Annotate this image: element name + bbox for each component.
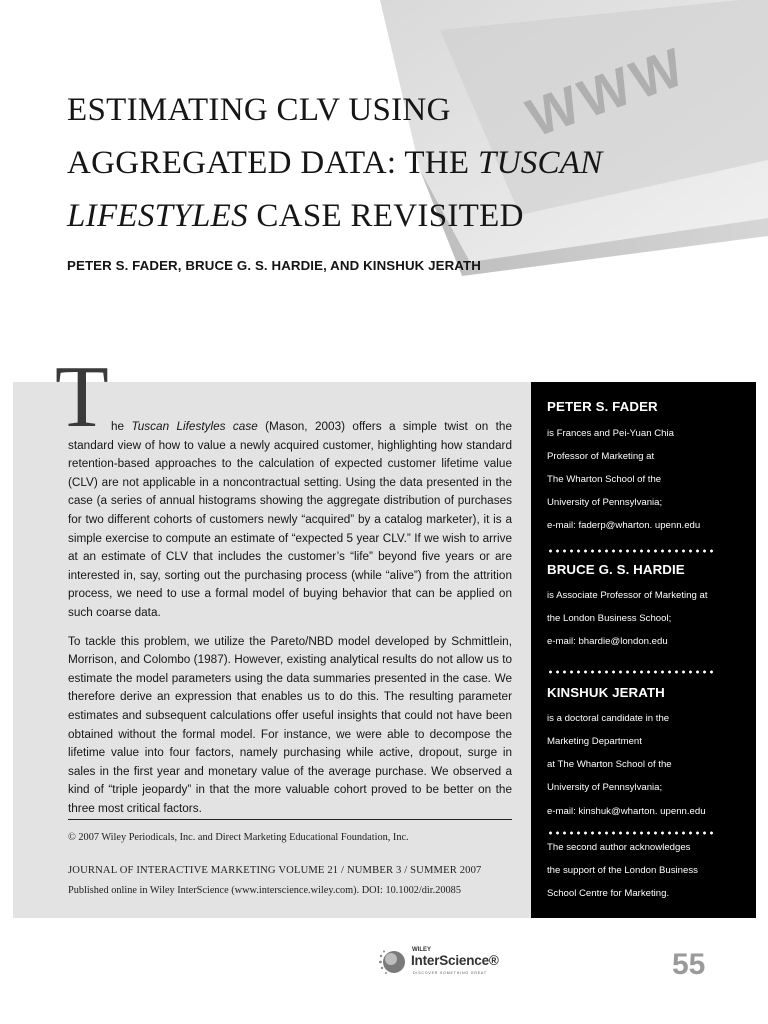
abstract-p1-start: he <box>111 420 132 433</box>
abstract-paragraph-2: To tackle this problem, we utilize the Pareto/NBD model developed by Schmittlein, Morrison, and Colombo (1987). However, existing analytical results do not allow us to estimate the model parameters using the data summaries presented in the case. We therefore derive an expression that enables us to do this. The resulting parameter estimates and subsequent calculations offer useful insights that could not have been obtained without the formal model. For instance, we were able to decompose the lifetime value into four factors, namely purchasing while active, dropout, surge in sales in the first year and monetary value of the average purchase. We observed a kind of “triple jeopardy” in that the more valuable cohort proved to be better on the three most critical factors. <box>68 634 512 815</box>
interscience-logo <box>378 944 518 980</box>
bio-line: is Associate Professor of Marketing at <box>547 590 708 601</box>
copyright-notice: © 2007 Wiley Periodicals, Inc. and Direct Marketing Educational Foundation, Inc. <box>68 832 409 843</box>
bio-line: Marketing Department <box>547 736 642 747</box>
title-line-3-italic: LIFESTYLES <box>67 198 248 234</box>
journal-citation: JOURNAL OF INTERACTIVE MARKETING VOLUME 21 / NUMBER 3 / SUMMER 2007 <box>68 865 482 876</box>
bio-email: e-mail: faderp@wharton. upenn.edu <box>547 520 701 531</box>
abstract-p1-italic: Tuscan Lifestyles case <box>131 420 258 433</box>
title-line-2-italic: TUSCAN <box>477 145 603 181</box>
drop-cap: T <box>55 349 109 446</box>
bio-line: at The Wharton School of the <box>547 759 672 770</box>
article-title <box>67 84 707 243</box>
logo-name-text: InterScience® <box>411 953 499 968</box>
author-bio-panel <box>531 382 756 918</box>
bio-email: e-mail: kinshuk@wharton. upenn.edu <box>547 806 706 817</box>
abstract-text <box>68 418 512 818</box>
bio-line: University of Pennsylvania; <box>547 782 663 793</box>
title-line-1: ESTIMATING CLV USING <box>67 92 451 128</box>
publication-info: Published online in Wiley InterScience (www.interscience.wiley.com). DOI: 10.1002/dir.20085 <box>68 885 461 896</box>
dotted-divider <box>547 831 717 835</box>
bio-name-jerath: KINSHUK JERATH <box>547 685 665 700</box>
acknowledgement-line: The second author acknowledges <box>547 842 691 853</box>
bio-line: is Frances and Pei-Yuan Chia <box>547 428 674 439</box>
bio-name-fader: PETER S. FADER <box>547 399 658 414</box>
title-line-2-normal: AGGREGATED DATA: THE <box>67 145 478 181</box>
bio-line: is a doctoral candidate in the <box>547 713 670 724</box>
bio-line: Professor of Marketing at <box>547 451 655 462</box>
author-list: PETER S. FADER, BRUCE G. S. HARDIE, AND KINSHUK JERATH <box>67 258 481 273</box>
acknowledgement-line: School Centre for Marketing. <box>547 888 670 899</box>
bio-line: The Wharton School of the <box>547 474 662 485</box>
page-number: 55 <box>672 948 706 981</box>
abstract-paragraph-1 <box>68 418 512 623</box>
bio-email: e-mail: bhardie@london.edu <box>547 636 668 647</box>
acknowledgement-line: the support of the London Business <box>547 865 698 876</box>
title-line-3 <box>67 190 707 243</box>
title-line-2 <box>67 137 707 190</box>
dotted-divider <box>547 549 717 553</box>
bio-name-hardie: BRUCE G. S. HARDIE <box>547 562 685 577</box>
bio-line: the London Business School; <box>547 613 672 624</box>
dotted-divider <box>547 670 717 674</box>
logo-wiley-text: WILEY <box>412 947 431 953</box>
divider-rule <box>68 819 512 820</box>
key-label-text: WWW <box>519 35 695 149</box>
logo-tagline: DISCOVER SOMETHING GREAT <box>413 971 487 975</box>
globe-icon <box>378 947 408 977</box>
abstract-p1-rest: (Mason, 2003) offers a simple twist on the standard view of how to value a newly acquired customer, highlighting how standard retention-based approaches to the calculation of expected customer lifetime value (CLV) are not applicable in a noncontractual setting. Using the data presented in the case (a series of annual histograms showing the aggregate distribution of purchases for two different cohorts of customers newly “acquired” by a catalog marketer), it is a simple exercise to compute an estimate of “expected 5 year CLV.” If we wish to arrive at an estimate of CLV that includes the customer’s “life” beyond five years or are interested in, say, sorting out the purchasing process (while “alive”) from the attrition process, we need to use a formal model of buying behavior that can be applied on such coarse data. <box>68 420 512 619</box>
bio-line: University of Pennsylvania; <box>547 497 663 508</box>
title-line-3-normal: CASE REVISITED <box>247 198 524 234</box>
